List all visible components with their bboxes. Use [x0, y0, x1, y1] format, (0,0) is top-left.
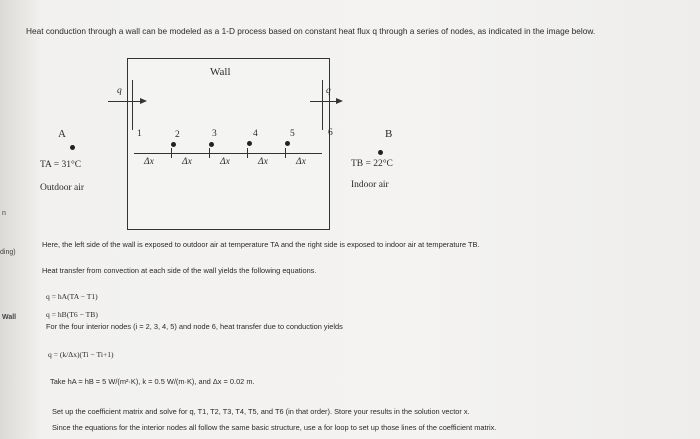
paragraph-convection: Heat transfer from convection at each side of the wall yields the following equations. [42, 266, 317, 275]
intro-text: Heat conduction through a wall can be modeled as a 1-D process based on constant heat flux q through a series of nodes, as indicated in the image below. [26, 26, 596, 36]
right-flux-arrowhead [336, 98, 343, 104]
dx-label-3: Δx [220, 157, 230, 167]
paragraph-for-loop-hint: Since the equations for the interior nodes all follow the same basic structure, use a for loop to set up those lines of the coefficient matrix. [52, 423, 497, 432]
node-3-label: 3 [212, 129, 217, 139]
dx-label-4: Δx [258, 157, 268, 167]
point-b-dot [378, 150, 383, 155]
point-a-label: A [58, 128, 66, 140]
equation-conduction: q = (k/Δx)(Ti − Ti+1) [48, 350, 114, 359]
left-boundary-line [132, 80, 133, 130]
dimension-line [134, 153, 322, 154]
tick-4 [247, 148, 248, 158]
node-1-label: 1 [137, 129, 142, 139]
right-boundary-line [322, 80, 323, 130]
paragraph-conduction: For the four interior nodes (i = 2, 3, 4, 5) and node 6, heat transfer due to conduction yields [46, 322, 343, 331]
node-3-dot [209, 142, 214, 147]
node-5-label: 5 [290, 129, 295, 139]
dx-label-1: Δx [144, 157, 154, 167]
indoor-air-label: Indoor air [351, 180, 389, 190]
tick-3 [209, 148, 210, 158]
side-fragment-c: Wall [2, 314, 17, 321]
side-fragment-b: ding) [0, 249, 16, 256]
left-flux-arrow-line [108, 101, 140, 102]
left-flux-arrowhead [140, 98, 147, 104]
node-4-dot [247, 141, 252, 146]
node-6-label: 6 [328, 128, 333, 138]
q-right-label: q [326, 86, 331, 96]
right-flux-arrow-line [310, 101, 336, 102]
paragraph-boundary-conditions: Here, the left side of the wall is exposed to outdoor air at temperature TA and the right side is exposed to indoor air at temperature TB. [42, 240, 480, 249]
point-b-label: B [385, 128, 393, 140]
dx-label-5: Δx [296, 157, 306, 167]
node-4-label: 4 [253, 129, 258, 139]
outdoor-air-label: Outdoor air [40, 183, 85, 193]
equation-right-convection: q = hB(T6 − TB) [46, 310, 98, 319]
q-left-label: q [117, 86, 122, 96]
side-fragment-a: n [2, 210, 6, 217]
paragraph-given-values: Take hA = hB = 5 W/(m²·K), k = 0.5 W/(m·K), and Δx = 0.02 m. [50, 377, 255, 386]
equation-left-convection: q = hA(TA − T1) [46, 292, 98, 301]
wall-rectangle [127, 58, 330, 230]
node-2-dot [171, 142, 176, 147]
tb-label: TB = 22°C [351, 159, 393, 169]
node-5-dot [285, 141, 290, 146]
tick-5 [285, 148, 286, 158]
paragraph-solve-instructions: Set up the coefficient matrix and solve for q, T1, T2, T3, T4, T5, and T6 (in that order). Store your results in the solution vector x. [52, 407, 470, 416]
dx-label-2: Δx [182, 157, 192, 167]
ta-label: TA = 31°C [40, 160, 82, 170]
tick-2 [171, 148, 172, 158]
point-a-dot [70, 145, 75, 150]
node-2-label: 2 [175, 130, 180, 140]
wall-label: Wall [210, 66, 231, 78]
